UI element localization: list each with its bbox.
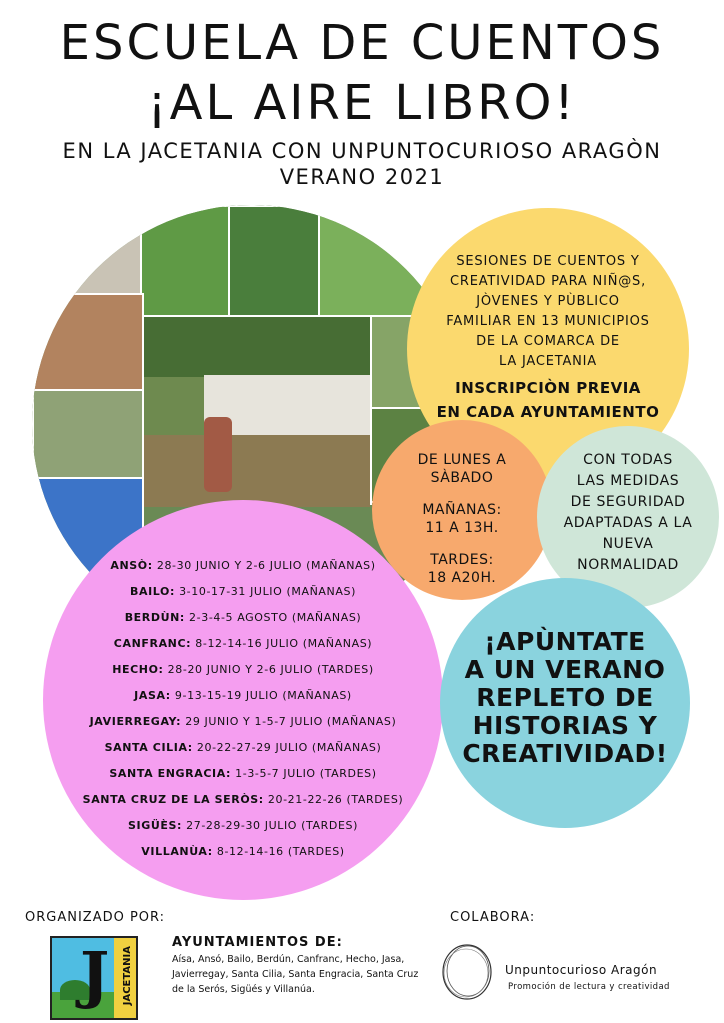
town-dates: 29 JUNIO Y 1-5-7 JULIO (MAÑANAS) bbox=[185, 715, 397, 728]
photo-tile bbox=[32, 293, 144, 391]
town-dates: 2-3-4-5 AGOSTO (MAÑANAS) bbox=[189, 611, 362, 624]
town-name: HECHO: bbox=[112, 663, 164, 676]
poster-title-line1: ESCUELA DE CUENTOS bbox=[59, 15, 665, 71]
ayuntamientos-title: AYUNTAMIENTOS DE: bbox=[172, 935, 343, 950]
town-name: BAILO: bbox=[130, 585, 175, 598]
sessions-line: DE LA COMARCA DE bbox=[476, 334, 620, 349]
town-dates: 1-3-5-7 JULIO (TARDES) bbox=[235, 767, 377, 780]
town-name: SIGÜÈS: bbox=[128, 819, 183, 832]
afternoon-time: 18 A20H. bbox=[427, 570, 497, 586]
safety-line: NUEVA bbox=[602, 536, 654, 552]
sessions-line: LA JACETANIA bbox=[498, 354, 597, 369]
registration-line: INSCRIPCIÒN PREVIA bbox=[455, 379, 641, 397]
list-item bbox=[43, 657, 443, 683]
registration-line: EN CADA AYUNTAMIENTO bbox=[436, 403, 660, 421]
list-item bbox=[43, 735, 443, 761]
sessions-line: JÒVENES Y PÙBLICO bbox=[476, 294, 620, 309]
town-name: JAVIERREGAY: bbox=[89, 715, 182, 728]
list-item bbox=[43, 709, 443, 735]
cta-line: ¡APÙNTATE bbox=[484, 627, 646, 656]
town-name: JASA: bbox=[134, 689, 171, 702]
cta-line: A UN VERANO bbox=[464, 655, 666, 684]
town-schedule-list bbox=[43, 553, 443, 865]
list-item bbox=[43, 813, 443, 839]
town-dates: 28-30 JUNIO Y 2-6 JULIO (MAÑANAS) bbox=[156, 559, 376, 572]
list-item bbox=[43, 839, 443, 865]
safety-line: DE SEGURIDAD bbox=[570, 494, 686, 510]
organized-by-label: ORGANIZADO POR: bbox=[25, 910, 166, 925]
town-dates: 28-20 JUNIO Y 2-6 JULIO (TARDES) bbox=[167, 663, 374, 676]
list-item bbox=[43, 761, 443, 787]
town-dates: 20-21-22-26 (TARDES) bbox=[267, 793, 404, 806]
registration-note bbox=[420, 376, 676, 424]
photo-tile bbox=[32, 389, 144, 479]
poster-subtitle bbox=[0, 138, 724, 190]
sessions-line: SESIONES DE CUENTOS Y bbox=[456, 254, 640, 269]
list-item bbox=[43, 683, 443, 709]
cta-line: REPLETO DE bbox=[476, 683, 654, 712]
town-dates: 8-12-14-16 (TARDES) bbox=[216, 845, 345, 858]
town-dates: 9-13-15-19 JULIO (MAÑANAS) bbox=[174, 689, 352, 702]
days-line: DE LUNES A bbox=[417, 452, 507, 468]
town-name: ANSÒ: bbox=[110, 559, 153, 572]
list-item bbox=[43, 553, 443, 579]
logo-letter: J bbox=[80, 938, 110, 1011]
town-name: VILLANÙA: bbox=[141, 845, 213, 858]
list-item bbox=[43, 787, 443, 813]
safety-note bbox=[548, 450, 708, 576]
town-name: SANTA CILIA: bbox=[104, 741, 193, 754]
partner-logo-icon bbox=[440, 942, 494, 1002]
photo-tile bbox=[142, 315, 372, 505]
cta-line: CREATIVIDAD! bbox=[462, 739, 668, 768]
ayuntamientos-list: Aísa, Ansó, Bailo, Berdún, Canfranc, Hecho, Jasa, Javierregay, Santa Cilia, Santa Engracia, Santa Cruz de la Serós, Sigüés y Villanúa. bbox=[172, 954, 419, 995]
photo-tile bbox=[140, 205, 230, 317]
sessions-line: CREATIVIDAD PARA NIÑ@S, bbox=[449, 274, 647, 289]
safety-line: LAS MEDIDAS bbox=[576, 473, 680, 489]
photo-tile bbox=[32, 205, 142, 295]
subtitle-line2: VERANO 2021 bbox=[279, 165, 445, 189]
list-item bbox=[43, 605, 443, 631]
logo-text: JACETANIA bbox=[122, 946, 133, 1006]
photo-tile bbox=[228, 205, 320, 317]
town-name: SANTA CRUZ DE LA SERÒS: bbox=[82, 793, 264, 806]
morning-time: 11 A 13H. bbox=[425, 520, 499, 536]
days-line: SÀBADO bbox=[430, 470, 494, 486]
partner-tagline: Promoción de lectura y creatividad bbox=[508, 982, 670, 992]
subtitle-line1: EN LA JACETANIA CON UNPUNTOCURIOSO ARAGÒN bbox=[62, 139, 662, 163]
photo-tile bbox=[318, 205, 428, 317]
town-name: SANTA ENGRACIA: bbox=[109, 767, 232, 780]
morning-label: MAÑANAS: bbox=[422, 502, 502, 518]
cta-line: HISTORIAS Y bbox=[472, 711, 658, 740]
partner-name: Unpuntocurioso Aragón bbox=[505, 963, 658, 977]
sessions-description bbox=[425, 252, 671, 372]
town-dates: 3-10-17-31 JULIO (MAÑANAS) bbox=[179, 585, 356, 598]
list-item bbox=[43, 631, 443, 657]
signup-call-to-action bbox=[442, 628, 688, 768]
town-dates: 27-28-29-30 JULIO (TARDES) bbox=[186, 819, 358, 832]
list-item bbox=[43, 579, 443, 605]
safety-line: NORMALIDAD bbox=[577, 557, 679, 573]
town-dates: 20-22-27-29 JULIO (MAÑANAS) bbox=[196, 741, 382, 754]
poster-title-line2: ¡AL AIRE LIBRO! bbox=[147, 75, 577, 131]
afternoon-label: TARDES: bbox=[430, 552, 494, 568]
sessions-line: FAMILIAR EN 13 MUNICIPIOS bbox=[446, 314, 650, 329]
town-name: BERDÙN: bbox=[124, 611, 185, 624]
jacetania-logo bbox=[50, 936, 138, 1020]
safety-line: ADAPTADAS A LA bbox=[563, 515, 693, 531]
safety-line: CON TODAS bbox=[583, 452, 673, 468]
town-name: CANFRANC: bbox=[113, 637, 192, 650]
collaborates-label: COLABORA: bbox=[450, 910, 536, 925]
town-dates: 8-12-14-16 JULIO (MAÑANAS) bbox=[195, 637, 373, 650]
